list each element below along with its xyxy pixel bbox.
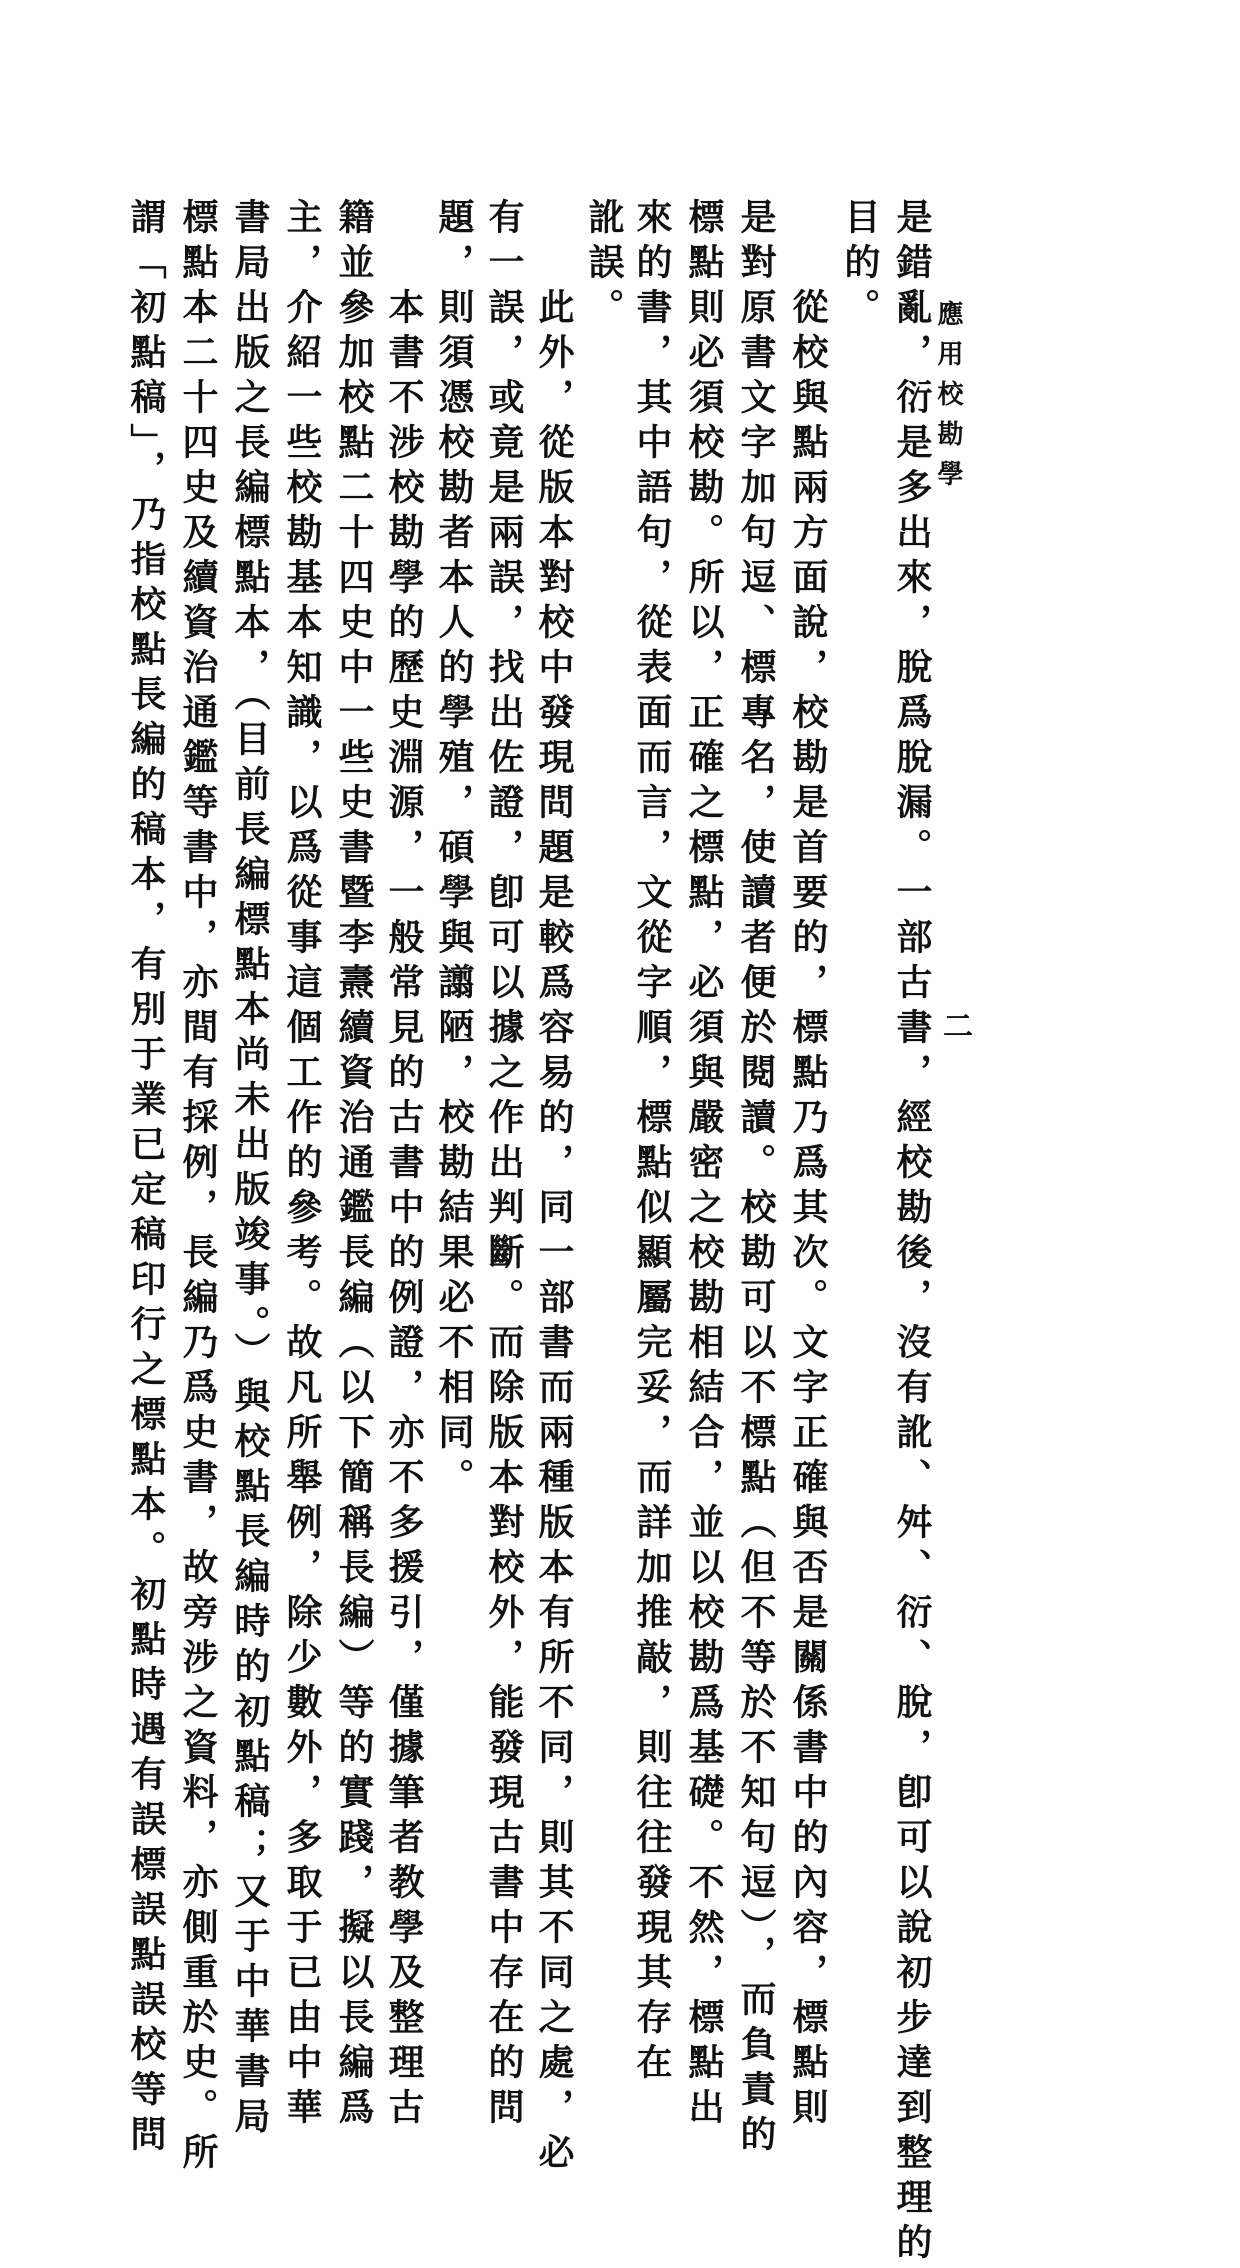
text-column-14: 書局出版之長編標點本，（目前長編標點本尚未出版竣事。）與校點長編時的初點稿；又于中華書局 (229, 198, 271, 2142)
text-column-12: 籍並參加校點二十四史中一些史書暨李燾續資治通鑑長編（以下簡稱長編）等的實踐，擬以長編爲 (333, 198, 375, 2133)
text-column-6: 來的書，其中語句，從表面而言，文從字順，標點似顯屬完妥，而詳加推敲，則往往發現其存在 (631, 198, 673, 2088)
text-column-5: 標點則必須校勘。所以，正確之標點，必須與嚴密之校勘相結合，並以校勘爲基礎。不然，標點出 (683, 198, 725, 2133)
text-column-3: 從校與點兩方面說，校勘是首要的，標點乃爲其次。文字正確與否是關係書中的內容，標點則 (787, 198, 829, 2133)
text-column-8: 此外，從版本對校中發現問題是較爲容易的，同一部書而兩種版本有所不同，則其不同之處，必 (533, 198, 575, 2178)
text-column-10: 題，則須憑校勘者本人的學殖，碩學與譾陋，校勘結果必不相同。 (433, 198, 475, 1503)
text-column-7: 訛誤。 (583, 198, 625, 333)
text-column-16: 謂「初點稿」，乃指校點長編的稿本，有別于業已定稿印行之標點本。初點時遇有誤標誤點誤校等問 (125, 198, 167, 2160)
text-column-2: 目的。 (839, 198, 881, 333)
text-column-15: 標點本二十四史及續資治通鑑等書中，亦間有採例，長編乃爲史書，故旁涉之資料，亦側重於史。所 (177, 198, 219, 2178)
text-column-9: 有一誤，或竟是兩誤，找出佐證，卽可以據之作出判斷。而除版本對校外，能發現古書中存在的問 (483, 198, 525, 2133)
text-column-11: 本書不涉校勘學的歷史淵源，一般常見的古書中的例證，亦不多援引，僅據筆者教學及整理古 (383, 198, 425, 2133)
running-title: 應用校勘學 (933, 300, 963, 500)
text-column-1: 是錯亂，衍是多出來，脫爲脫漏。一部古書，經校勘後，沒有訛、舛、衍、脫，卽可以說初步達到整理的 (891, 198, 933, 2268)
page-number: 二 (937, 1010, 972, 1054)
text-column-13: 主，介紹一些校勘基本知識，以爲從事這個工作的參考。故凡所舉例，除少數外，多取于已由中華 (281, 198, 323, 2133)
text-column-4: 是對原書文字加句逗、標專名，使讀者便於閱讀。校勘可以不標點（但不等於不知句逗），而負責的 (735, 198, 777, 2160)
